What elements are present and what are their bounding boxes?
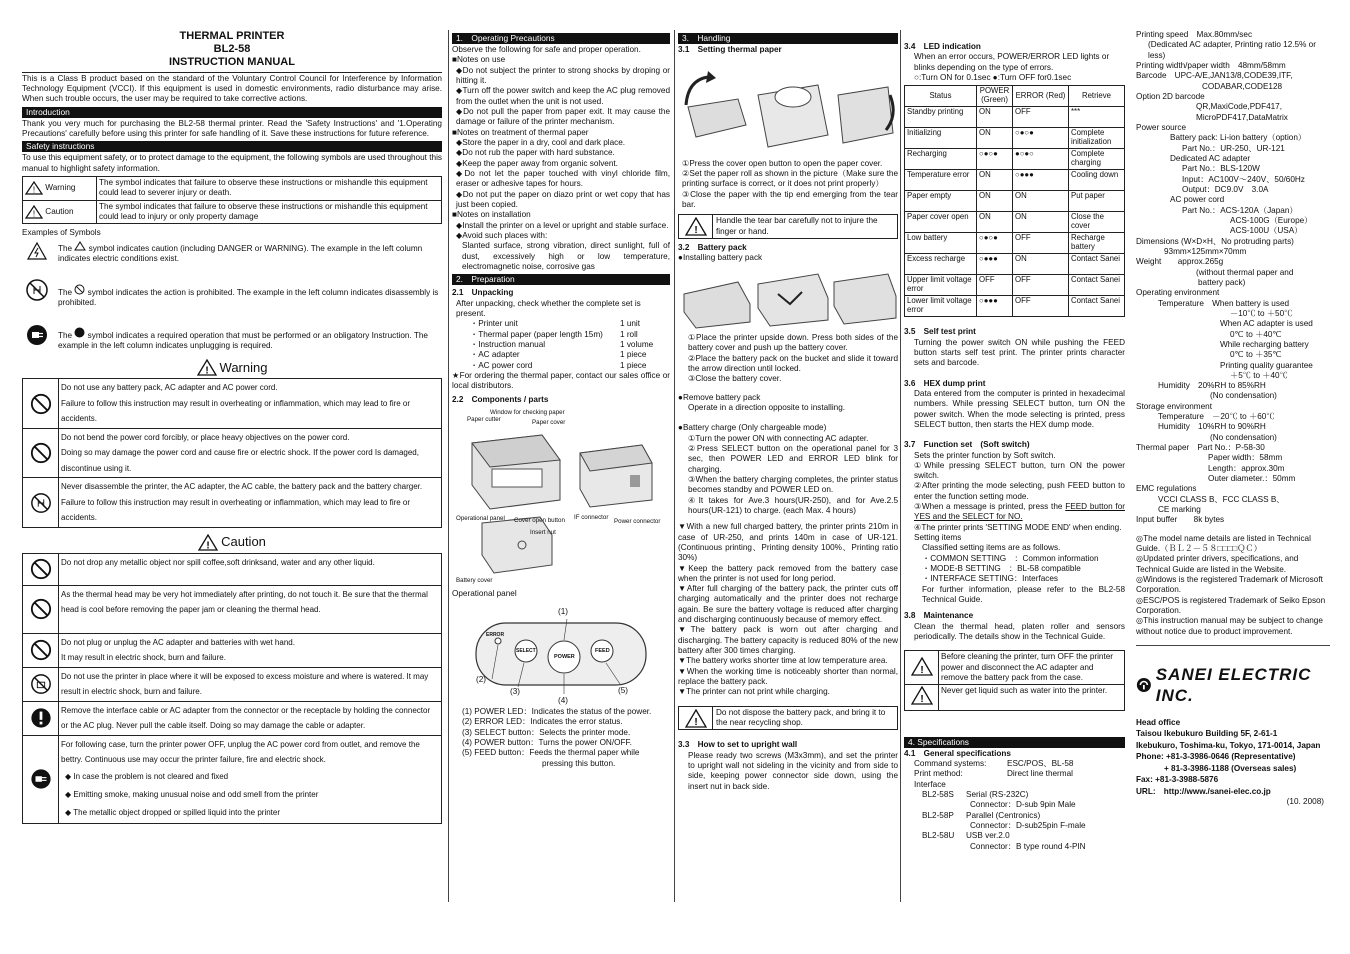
warning-row: Do not bend the power cord forcibly, or place heavy objectives on the power cord. Doing so may damage the power cord and cause fire or electric shock. If the power cord Is damaged, discontinue using it. <box>23 428 442 478</box>
caution-triangle-icon <box>911 686 933 705</box>
svg-text:!: ! <box>693 716 698 728</box>
feed-button-label: FEED <box>595 648 610 655</box>
column-led-specs: 3.4 LED indication When an error occurs, POWER/ERROR LED lights or blinks depending on the type of errors. ○:Turn ON for 0.1sec ●:Turn OFF for0.1sec Status POWER (Green) ERROR (Red) Retrieve Standby printing ON OFF *** Initializing ON ○●○● Complete initialization Recharging ○●○● ●○●○ Complete charging Temperature error ON ○●●● Cooling down Paper empty ON ON Put paper Paper cover open ON ON Close the cover Low battery ○●○● OFF Recharge battery Excess recharge ○●●● ON Contact Sanei Upper limit voltage error OFF OFF Contact Sanei Lower limit voltage error ○●●● OFF Contact Sanei 3.5 Self test print Turning the power switch ON while pushing the FEED button starts self test print. The printer prints character sets and barcode. 3.6 HEX dump print Data entered from the computer is printed in hexadecimal numbers. While pressing SELECT button, turn ON the power switch. When the mode selecting is printed, press SELECT button, then starts the HEX dump mode. 3.7 Function set (Soft switch) Sets the printer function by Soft switch. ①While pressing SELECT button, turn ON the power switch. ②After printing the mode selecting, push FEED button to enter the function setting mode. ③When a message is printed, press the FEED button for YES and the SELECT for NO. ④The printer prints 'SETTING MODE END' when ending. Setting items Classified setting items are as follows. ・COMMON SETTING ：Common information ・MODE-B SETTING ：BL-58 compatible ・INTERFACE SETTING：Interfaces For further information, please refer to the BL2-58 Technical Guide. 3.8 Maintenance Clean the thermal head, platen roller and sensors periodically. The details show in the Technical Guide. ! Before cleaning the printer, turn OFF the printer power and disconnect the AC adapter and remove the battery pack from the case. ! Never get liquid such as water into the printer. 4. Specifications 4.1 General specifications Command systems: ESC/POS、BL-58 Print method: Direct line thermal Interface BL2-58S Serial (RS-232C) Connector：D-sub 9pin Male BL2-58P Parallel (Centronics) Connector：D-sub25pin F-male BL2-58U USB ver.2.0 Connector：B type round 4-PIN <box>900 30 1125 902</box>
battery-dispose-caution: ! Do not dispose the battery pack, and bring it to the near recycling shop. <box>678 706 898 731</box>
warning-row: Do not use any battery pack, AC adapter and AC power cord. Failure to follow this instruction may result in overheating or inflammation, which may lead to fire or accidents. <box>23 379 442 429</box>
spec-line: CODABAR,CODE128 <box>1202 81 1283 91</box>
section-bar-introduction: Introduction <box>22 107 442 118</box>
spec-line: While recharging battery <box>1220 339 1309 349</box>
unpack-item: ・Thermal paper (paper length 15m) 1 roll <box>470 329 638 339</box>
no-water-icon <box>30 673 52 695</box>
spec-line: Paper width：58mm <box>1208 453 1283 463</box>
spec-line: 0℃ to ＋35℃ <box>1230 350 1282 360</box>
spec-line: (No condensation) <box>1210 432 1277 442</box>
battery-install-illustration <box>678 264 898 330</box>
svg-text:!: ! <box>919 664 924 676</box>
caution-row: As the thermal head may be very hot immediately after printing, do not touch it. Be sure that the thermal head is cool before removing the paper jam or cleaning the thermal head. <box>23 585 442 633</box>
led-table <box>904 85 1125 317</box>
led-table-row: Recharging ○●○● ●○●○ Complete charging <box>905 149 1125 170</box>
warning-heading-icon <box>197 359 217 376</box>
spec-line: 93mm×125mm×70mm <box>1164 246 1247 256</box>
example-caution: The symbol indicates caution (including DANGER or WARNING). The example in the left column indicates electric conditions exist. <box>22 241 442 265</box>
column-handling: 3. Handling 3.1 Setting thermal paper ①Press the cover open button to open the paper cover. ②Set the paper roll as shown in the picture（Make sure the printing surface is correct, or it does not print properly） ③Close the paper with the tip end emerging from the tear bar. ! Handle the tear bar carefully not to injure the finger or hand. 3.2 Battery pack ●Installing battery pack ①Place the printer upside down. Press both sides of the battery cover and push up the battery cover. ②Place the battery pack on the bucket and slide it toward the arrow direction until locked. ③Close the battery cover. ●Remove battery pack Operate in a direction opposite to installing. ●Battery charge (Only chargeable mode) ①Turn the power ON with connecting AC adapter. ②Press SELECT button on the operational panel for 3 sec, then POWER LED and ERROR LED blink for charging. ③When the battery charging completes, the printer status becomes standby and POWER LED on. ④It takes for Ave.3 hours(UR-250), and for Ave.2.5 hours(UR-121) to charge. (each Max. 4 hours) ▼With a new full charged battery, the printer prints 210m in case of UR-250, and prints 140m in case of UR-121. (Continuous printing、Printing density 100%、Printing ratio 30%) ▼Keep the battery pack removed from the battery case when the printer is not used for long period. ▼After full charging of the battery pack, the printer cuts off charging automatically and the printer does not recharge again. Be sure the battery voltage is reduced after charging and discharging continuously because of memory effect. ▼The battery pack is worn out after charging and discharging. The battery capacity is reduced 80% of the new battery after 300 times charging. ▼The battery works shorter time at low temperature area. ▼When the working time is noticeably shorter than normal, replace the battery pack. ▼The printer can not print while charging. ! Do not dispose the battery pack, and bring it to the near recycling shop. 3.3 How to set to upright wall Please ready two screws (M3x3mm), and set the printer to upright wall not sideling in the vicinity and from side to side, keeping power connector side down, using the insert nut in back side. <box>674 30 898 902</box>
unplug-icon <box>30 768 52 790</box>
prohibited-icon <box>30 558 52 580</box>
printer-parts-illustration <box>452 405 670 585</box>
caution-table <box>22 553 442 824</box>
prohibited-icon <box>30 639 52 661</box>
caution-row: Do not use the printer in place where it will be exposed to excess moisture and where is watered. It may result in electric shock, burn and failure. <box>23 667 442 701</box>
spec-line: Outer diameter.：50mm <box>1208 474 1296 484</box>
spec-line: 0℃ to ＋40℃ <box>1230 329 1282 339</box>
components-figure: Window for checking paper Paper cutter Paper cover Operational panel Cover open button IF connector Power connector Insert nut Battery cover <box>452 405 670 585</box>
company-url[interactable]: URL: http://www./sanei-elec.co.jp <box>1136 786 1271 796</box>
section-bar-handling: 3. Handling <box>678 33 898 44</box>
led-table-row: Excess recharge ○●●● ON Contact Sanei <box>905 254 1125 275</box>
no-disassembly-icon <box>30 492 52 514</box>
led-table-header: Status POWER (Green) ERROR (Red) Retrieve <box>905 86 1125 107</box>
caution-triangle-icon <box>685 709 707 728</box>
safety-text: To use this equipment safety, or to protect damage to the equipment, the following symbols are used throughout this manual to highlight safety information. <box>22 153 442 173</box>
svg-text:!: ! <box>919 694 924 706</box>
unpack-item: ・AC adapter 1 piece <box>470 350 647 360</box>
spec-line: Temperature －20℃ to ＋60℃ <box>1158 412 1275 422</box>
symbol-row-warning: ! Warning The symbol indicates that failure to observe these instructions or mishandle this equipment could lead to severer injury or death. <box>23 176 442 200</box>
prohibited-icon <box>30 442 52 464</box>
spec-line: When AC adapter is used <box>1220 319 1313 329</box>
spec-line: Option 2D barcode <box>1136 91 1205 101</box>
spec-line: Humidity 20%RH to 85%RH <box>1158 381 1266 391</box>
mandatory-icon <box>30 707 52 729</box>
select-button-label: SELECT <box>516 648 536 655</box>
caution-row: Do not plug or unplug the AC adapter and batteries with wet hand. It may result in electric shock, burn and failure. <box>23 633 442 667</box>
power-button-label: POWER <box>554 654 575 661</box>
note-item: ◎This instruction manual may be subject to change without notice due to product improvement. <box>1136 616 1323 636</box>
small-filled-circle-icon <box>74 327 85 338</box>
spec-line: ＋5℃ to ＋40℃ <box>1230 370 1288 380</box>
spec-line: Power source <box>1136 122 1187 132</box>
led-table-row: Lower limit voltage error ○●●● OFF Contact Sanei <box>905 296 1125 317</box>
spec-line: Printing speed Max.80mm/sec <box>1136 30 1253 39</box>
spec-line: Thermal paper Part No.：P-58-30 <box>1136 443 1265 453</box>
column-precautions-preparation: 1. Operating Precautions Observe the following for safe and proper operation. ■Notes on use ◆Do not subject the printer to strong shocks by droping or hitting it. ◆Turn off the power switch and keep the AC plug removed from the outlet when the unit is not used. ◆Do not pull the paper from paper exit. It may cause the damage or failure of the printer mechanism. ■Notes on treatment of thermal paper ◆Store the paper in a dry, cool and dark place. ◆Do not rub the paper with hard substance. ◆Keep the paper away from organic solvent. ◆Do not let the paper touched with vinyl chloride film, eraser or adhesive tapes for hours. ◆Do not put the paper on diazo print or wet copy that has just been copied. ■Notes on installation ◆Install the printer on a level or upright and stable surface. ◆Avoid such places with: Slanted surface, strong vibration, direct sunlight, full of dust, excessively high or low temperature, electromagnetic noise, corrosive gas 2. Preparation 2.1 Unpacking After unpacking, check whether the complete set is present. ・Printer unit 1 unit ・Thermal paper (paper length 15m) 1 roll ・Instruction manual 1 volume ・AC adapter 1 piece ・AC power cord 1 piece ★For ordering the thermal paper, contact our sales office or local distributors. 2.2 Components / parts Window for checking paper Paper cutter Paper cover Operational panel Cover open button IF connector Power connector Insert nut Battery cover Operational panel ERROR SELECT POWER FEED (1) (2) (3) (4) (5) (1) POWER LED：Indicates the status of the power. (2) ERROR LED：Indicates the error status. (3) SELECT button：Selects the printer mode. (4) POWER button：Turns the power ON/OFF. (5) FEED button：Feeds the thermal paper while pressing this button. <box>448 30 670 902</box>
spec-line: Storage environment <box>1136 401 1213 411</box>
svg-text:!: ! <box>206 540 210 551</box>
column-spec-contact: Printing speed Max.80mm/sec (Dedicated AC adapter, Printing ratio 12.5% or less) Printing width/paper width 48mm/58mm Barcode UPC-A/E,JAN13/8,CODE39,ITF, CODABAR,CODE128 Option 2D barcode QR,MaxiCode,PDF417, MicroPDF417,DataMatrix Power source Battery pack: Li-ion battery（option） Part No.：UR-250、UR-121 Dedicated AC adapter Part No.：BLS-120W Input：AC100V～240V、50/60Hz Output：DC9.0V 3.0A AC power cord Part No.：ACS-120A（Japan） ACS-100G（Europe） ACS-100U（USA） Dimensions (W×D×H、No protruding parts) 93mm×125mm×70mm Weight approx.265g (without thermal paper and battery pack) Operating environment Temperature When battery is used －10℃ to ＋50℃ When AC adapter is used 0℃ to ＋40℃ While recharging battery 0℃ to ＋35℃ Printing quality guarantee ＋5℃ to ＋40℃ Humidity 20%RH to 85%RH (No condensation) Storage environment Temperature －20℃ to ＋60℃ Humidity 10%RH to 90%RH (No condensation) Thermal paper Part No.：P-58-30 Paper width：58mm Length：approx.30m Outer diameter.：50mm EMC regulations VCCI CLASS B、FCC CLASS B、 CE marking Input buffer 8k bytes ◎The model name details are listed in Technical Guide.（ＢＬ２－５８□□□□ＱＣ） ◎Updated printer drivers, specifications, and Technical Guide are listed in the Website. ◎Windows is the registered Trademark of Microsoft Corporation. ◎ESC/POS is registered Trademark of Seiko Epson Corporation. ◎This instruction manual may be subject to change without notice due to product improvement. SANEI ELECTRIC INC. Head office Taisou Ikebukuro Building 5F, 2-61-1 Ikebukuro, Toshima-ku, Tokyo, 171-0014, Japan Phone: +81-3-3986-0646 (Representative) + 81-3-3986-1188 (Overseas sales) Fax: +81-3-3988-5876 URL: http://www./sanei-elec.co.jp (10. 2008) <box>1130 30 1330 902</box>
doc-title: THERMAL PRINTER BL2-58 INSTRUCTION MANUAL <box>169 30 295 69</box>
note-item: ◎Updated printer drivers, specifications, and Technical Guide are listed in the Website. <box>1136 554 1299 574</box>
spec-line: MicroPDF417,DataMatrix <box>1196 112 1288 122</box>
caution-row: Do not drop any metallic object nor spill coffee,soft drinksand, water and any other liquid. <box>23 553 442 585</box>
spec-line: Input：AC100V～240V、50/60Hz <box>1182 174 1305 184</box>
spec-line: Printing quality guarantee <box>1220 360 1313 370</box>
prohibited-icon <box>30 393 52 415</box>
spec-line: Output：DC9.0V 3.0A <box>1182 184 1269 194</box>
spec-line: Temperature When battery is used <box>1158 298 1290 308</box>
led-table-row: Paper cover open ON ON Close the cover <box>905 212 1125 233</box>
no-disassembly-icon <box>25 278 49 302</box>
spec-line: Length：approx.30m <box>1208 463 1285 473</box>
led-table-body <box>905 107 1125 317</box>
spec-line: －10℃ to ＋50℃ <box>1230 308 1293 318</box>
spec-line: Battery pack: Li-ion battery（option） <box>1170 133 1307 143</box>
section-bar-safety: Safety instructions <box>22 141 442 152</box>
warning-triangle-icon <box>25 181 43 195</box>
spec-line: Barcode UPC-A/E,JAN13/8,CODE39,ITF, <box>1136 71 1293 81</box>
spec-line: Part No.：UR-250、UR-121 <box>1182 143 1285 153</box>
small-triangle-icon <box>74 241 86 251</box>
section-bar-preparation: 2. Preparation <box>452 274 670 285</box>
paper-setting-illustration <box>678 55 898 155</box>
svg-text:!: ! <box>32 209 36 219</box>
small-prohibited-icon <box>74 284 85 295</box>
unpack-item: ・Printer unit 1 unit <box>470 319 641 329</box>
caution-row: For following case, turn the printer power OFF, unplug the AC power cord from outlet, and remove the bettry. Continuous use may occur the printer failure, fire and electric shock. ◆ In case the problem is not cleared and fixed ◆ Emitting smoke, making unusual noise and odd smell from the printer ◆ The metallic object dropped or spilled liquid into the printer <box>23 735 442 823</box>
spec-line: AC power cord <box>1170 195 1225 205</box>
spec-list <box>1136 30 1330 526</box>
note-item: ◎ESC/POS is registered Trademark of Seiko Epson Corporation. <box>1136 595 1326 616</box>
spec-line: QR,MaxiCode,PDF417, <box>1196 102 1283 112</box>
spec-line: ACS-100G（Europe） <box>1230 215 1313 225</box>
spec-line: Dimensions (W×D×H、No protruding parts) <box>1136 236 1294 246</box>
examples-title: Examples of Symbols <box>22 228 101 238</box>
spec-line: Input buffer 8k bytes <box>1136 515 1225 525</box>
spec-line: battery pack) <box>1198 277 1246 287</box>
column-safety <box>22 30 442 902</box>
spec-line: (No condensation) <box>1210 391 1277 401</box>
operational-panel-figure: ERROR SELECT POWER FEED (1) (2) (3) (4) (5) <box>452 599 670 707</box>
note-item: ◎Windows is the registered Trademark of Microsoft Corporation. <box>1136 575 1323 595</box>
warning-row: Never disassemble the printer, the AC adapter, the AC cable, the battery pack and the battery charger. Failure to follow this instruction may result in overheating or inflammation, which may lead to fire or accidents. <box>23 478 442 528</box>
svg-text:!: ! <box>32 185 36 195</box>
spec-line: VCCI CLASS B、FCC CLASS B、 <box>1158 494 1285 504</box>
company-logo: SANEI ELECTRIC INC. <box>1136 664 1330 707</box>
unpack-item: ・Instruction manual 1 volume <box>470 339 654 349</box>
symbol-table <box>22 176 442 224</box>
caution-heading: ! Caution <box>22 534 442 551</box>
spec-line: (without thermal paper and <box>1196 267 1294 277</box>
warning-heading: ! Warning <box>22 359 442 376</box>
spec-line: Printing width/paper width 48mm/58mm <box>1136 60 1286 70</box>
spec-line: Part No.：ACS-120A（Japan） <box>1182 205 1298 215</box>
led-table-row: Paper empty ON ON Put paper <box>905 191 1125 212</box>
caution-triangle-icon <box>911 657 933 676</box>
company-contact: Head office Taisou Ikebukuro Building 5F, 2-61-1 Ikebukuro, Toshima-ku, Tokyo, 171-0014, Japan Phone: +81-3-3986-0646 (Representative) + 81-3-3986-1188 (Overseas sales) Fax: +81-3-3988-5876 URL: http://www./sanei-elec.co.jp <box>1136 717 1330 797</box>
led-table-row: Low battery ○●○● OFF Recharge battery <box>905 233 1125 254</box>
electric-caution-icon <box>26 241 48 261</box>
spec-line: Operating environment <box>1136 288 1220 298</box>
caution-row: Remove the interface cable or AC adapter from the connector or the receptacle by holding the connector or the AC plug. Never pull the cable itself. Doing so may damage the cable or adapter. <box>23 701 442 735</box>
warning-table <box>22 378 442 528</box>
spec-line: ACS-100U（USA） <box>1230 226 1303 236</box>
section-bar-operating-precautions: 1. Operating Precautions <box>452 33 670 44</box>
spec-line: EMC regulations <box>1136 484 1197 494</box>
spec-line: (Dedicated AC adapter, Printing ratio 12.5% or less) <box>1148 40 1316 60</box>
led-table-row: Standby printing ON OFF *** <box>905 107 1125 128</box>
led-table-row: Temperature error ON ○●●● Cooling down <box>905 170 1125 191</box>
sanei-logo-icon <box>1136 676 1152 694</box>
caution-heading-icon <box>198 534 218 551</box>
spec-line: Humidity 10%RH to 90%RH <box>1158 422 1266 432</box>
tear-bar-caution: ! Handle the tear bar carefully not to injure the finger or hand. <box>678 214 898 239</box>
spec-line: CE marking <box>1158 505 1201 515</box>
unpack-item: ・AC power cord 1 piece <box>470 360 647 370</box>
notes-list <box>1136 534 1330 637</box>
symbol-row-caution: ! Caution The symbol indicates that failure to observe these instructions or mishandle this equipment could lead to injury or only property damage <box>23 200 442 224</box>
caution-triangle-icon <box>685 217 707 236</box>
spec-line: Part No.：BLS-120W <box>1182 164 1260 174</box>
spec-line: Dedicated AC adapter <box>1170 153 1251 163</box>
unplug-icon <box>25 323 49 347</box>
led-table-row: Initializing ON ○●○● Complete initialization <box>905 128 1125 149</box>
svg-text:!: ! <box>693 225 698 237</box>
prohibited-icon <box>30 598 52 620</box>
spec-line: Weight approx.265g <box>1136 257 1224 267</box>
section-bar-specifications: 4. Specifications <box>904 737 1125 748</box>
note-item: ◎The model name details are listed in Technical Guide.（ＢＬ２－５８□□□□ＱＣ） <box>1136 533 1311 554</box>
maintenance-caution-table: ! Before cleaning the printer, turn OFF the printer power and disconnect the AC adapter and remove the battery pack from the case. ! Never get liquid such as water into the printer. <box>904 650 1125 710</box>
example-prohibited: The symbol indicates the action is prohibited. The example in the left column indicates disassembly is prohibited. <box>22 278 442 309</box>
example-obligatory: The symbol indicates a required operation that must be performed or an obligatory Instruction. The example in the left column indicates unplugging is required. <box>22 323 442 352</box>
caution-triangle-icon <box>25 205 43 219</box>
svg-text:!: ! <box>204 365 209 377</box>
led-table-row: Upper limit voltage error OFF OFF Contact Sanei <box>905 275 1125 296</box>
vcci-notice: This is a Class B product based on the standard of the Voluntary Control Council for Interference by Information Technology Equipment (VCCI). If this equipment is used in domestic environments, radio disturbance may arise. When such trouble occurs, the user may be required to take corrective actions. <box>22 73 442 104</box>
introduction-text: Thank you very much for purchasing the BL2-58 thermal printer. Read the 'Safety Instructions' and '1.Operating Precautions' carefully before using this printer for safe handling of it. Save these instructions for future reference. <box>22 118 442 138</box>
